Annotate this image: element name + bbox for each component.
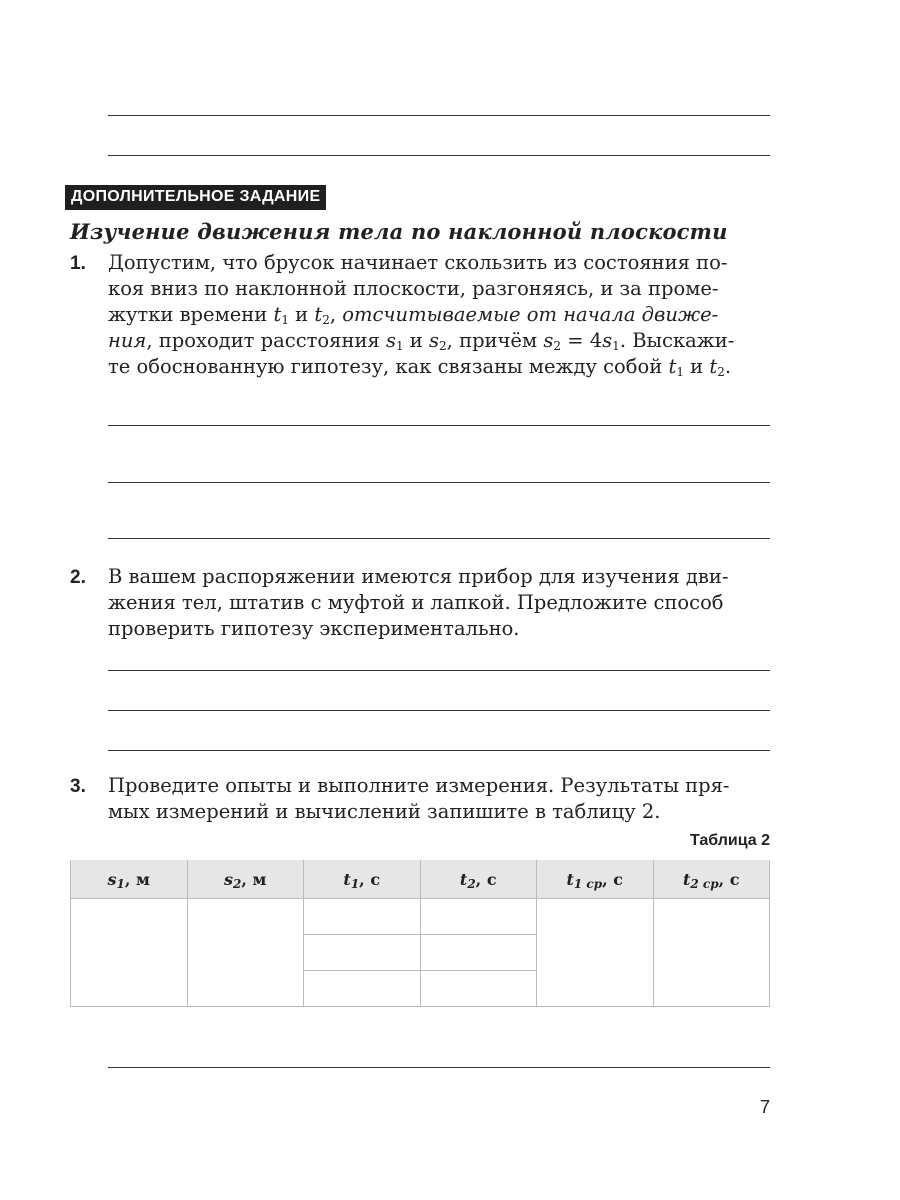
cell-t1-avg[interactable] xyxy=(537,899,654,1007)
text-line: мых измерений и вычислений запишите в таблицу 2. xyxy=(108,800,661,823)
cell-t2[interactable] xyxy=(420,899,537,935)
answer-line[interactable] xyxy=(108,155,770,156)
cell-t1[interactable] xyxy=(304,971,421,1007)
answer-line[interactable] xyxy=(108,670,770,671)
cell-t2[interactable] xyxy=(420,971,537,1007)
section-subtitle: Изучение движения тела по наклонной плоскости xyxy=(70,219,728,244)
task-number: 2. xyxy=(70,567,86,588)
answer-line[interactable] xyxy=(108,482,770,483)
task-text xyxy=(108,773,770,825)
task-text xyxy=(108,564,770,642)
answer-line[interactable] xyxy=(108,538,770,539)
section-badge: ДОПОЛНИТЕЛЬНОЕ ЗАДАНИЕ xyxy=(65,185,326,210)
header-t1-avg: $t_{1 ср}$, с xyxy=(537,860,654,899)
text-line: те обоснованную гипотезу, как связаны между собой $t_1$ и $t_2$. xyxy=(108,355,732,379)
header-t2: $t_2$, с xyxy=(420,860,537,899)
text-line: проверить гипотезу экспериментально. xyxy=(108,617,520,640)
answer-line[interactable] xyxy=(108,115,770,116)
cell-t2[interactable] xyxy=(420,935,537,971)
text-line: жения тел, штатив с муфтой и лапкой. Предложите способ xyxy=(108,591,724,614)
table-caption: Таблица 2 xyxy=(689,832,770,849)
header-s1: $s_1$, м xyxy=(71,860,188,899)
text-line: Допустим, что брусок начинает скользить из состояния по- xyxy=(108,251,728,274)
header-t2-avg: $t_{2 ср}$, с xyxy=(653,860,770,899)
cell-t1[interactable] xyxy=(304,935,421,971)
answer-line[interactable] xyxy=(108,425,770,426)
text-line: Проведите опыты и выполните измерения. Результаты пря- xyxy=(108,774,730,797)
task-number: 1. xyxy=(70,253,86,274)
header-s2: $s_2$, м xyxy=(187,860,304,899)
header-t1: $t_1$, с xyxy=(304,860,421,899)
task-text xyxy=(108,250,770,380)
cell-t2-avg[interactable] xyxy=(653,899,770,1007)
text-line: ния, проходит расстояния $s_1$ и $s_2$, причём $s_2 = 4s_1$. Выскажи- xyxy=(108,329,735,353)
text-line: коя вниз по наклонной плоскости, разгоняясь, и за проме- xyxy=(108,277,719,300)
cell-s2[interactable] xyxy=(187,899,304,1007)
answer-line[interactable] xyxy=(108,750,770,751)
task-number: 3. xyxy=(70,776,86,797)
text-line: В вашем распоряжении имеются прибор для изучения дви- xyxy=(108,565,729,588)
text-line: жутки времени $t_1$ и $t_2$, отсчитываемые от начала движе- xyxy=(108,303,719,327)
table-row xyxy=(71,899,770,935)
answer-line[interactable] xyxy=(108,1067,770,1068)
cell-t1[interactable] xyxy=(304,899,421,935)
answer-line[interactable] xyxy=(108,710,770,711)
cell-s1[interactable] xyxy=(71,899,188,1007)
page-number: 7 xyxy=(759,1097,770,1117)
table-header-row xyxy=(71,860,770,899)
results-table xyxy=(70,860,770,1007)
